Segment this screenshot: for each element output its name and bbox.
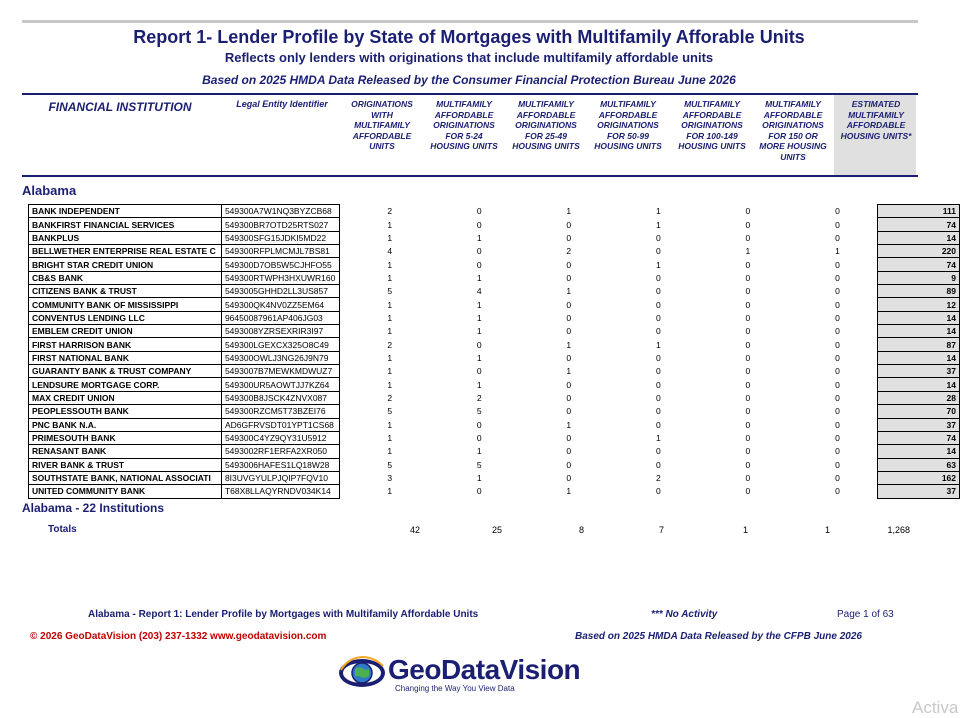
origination-count: 0 — [745, 379, 751, 390]
origination-count: 4 — [387, 246, 393, 257]
origination-count: 0 — [835, 366, 840, 377]
origination-count: 1 — [387, 379, 393, 390]
col-header-line: FOR 50-99 — [606, 130, 650, 141]
origination-count: 0 — [835, 272, 840, 283]
origination-count: 0 — [655, 406, 661, 417]
table-row — [29, 311, 960, 324]
institution-name: BANKPLUS — [29, 231, 222, 244]
estimated-units: 37 — [878, 485, 960, 498]
eye-globe-icon — [338, 652, 386, 694]
origination-count: 0 — [835, 219, 840, 230]
col-header-line: ORIGINATIONS — [351, 99, 413, 109]
total-value: 42 — [409, 525, 420, 535]
origination-count: 1 — [476, 326, 482, 337]
institution-name: MAX CREDIT UNION — [29, 391, 222, 404]
institution-name: CITIZENS BANK & TRUST — [29, 285, 222, 298]
col-header-150-plus — [754, 99, 832, 162]
estimated-units: 87 — [878, 338, 960, 351]
col-header-line: AFFORDABLE — [434, 109, 494, 120]
origination-count: 0 — [745, 446, 751, 457]
col-header-line: AFFORDABLE — [516, 109, 576, 120]
origination-count: 0 — [476, 486, 482, 497]
col-header-line: ORIGINATIONS — [515, 120, 577, 130]
footer-copyright: © 2026 GeoDataVision (203) 237-1332 www.geodatavision.com — [30, 631, 327, 642]
table-row — [29, 391, 960, 404]
col-header-line: AFFORDABLE — [352, 130, 412, 141]
estimated-units: 28 — [878, 391, 960, 404]
origination-count: 0 — [476, 259, 482, 270]
origination-count: 1 — [387, 259, 393, 270]
estimated-units: 37 — [878, 418, 960, 431]
table-row — [29, 258, 960, 271]
table-row — [29, 205, 960, 218]
institution-name: EMBLEM CREDIT UNION — [29, 325, 222, 338]
origination-count: 0 — [835, 473, 840, 484]
origination-count: 0 — [566, 379, 572, 390]
col-header-line: FOR 5-24 — [445, 130, 483, 141]
origination-count: 0 — [566, 326, 572, 337]
origination-count: 1 — [387, 272, 393, 283]
table-row — [29, 365, 960, 378]
origination-count: 0 — [835, 433, 840, 444]
estimated-units: 14 — [878, 325, 960, 338]
origination-count: 0 — [566, 299, 572, 310]
origination-count: 0 — [476, 219, 482, 230]
origination-count: 0 — [745, 339, 751, 350]
institution-name: SOUTHSTATE BANK, NATIONAL ASSOCIATI — [29, 471, 222, 484]
origination-count: 1 — [387, 352, 393, 363]
estimated-units: 63 — [878, 458, 960, 471]
origination-count: 2 — [566, 246, 572, 257]
origination-count: 3 — [387, 473, 393, 484]
col-header-line: HOUSING UNITS — [594, 141, 662, 151]
table-row — [29, 231, 960, 244]
col-header-5-24 — [426, 99, 502, 152]
estimated-units: 37 — [878, 365, 960, 378]
lei-code: 5493005GHHD2LL3US857 — [221, 285, 339, 298]
origination-count: 0 — [745, 326, 751, 337]
origination-count: 1 — [387, 446, 393, 457]
col-header-line: HOUSING UNITS — [512, 141, 580, 151]
origination-count: 1 — [387, 232, 393, 243]
origination-count: 0 — [745, 232, 751, 243]
origination-count: 0 — [476, 433, 482, 444]
col-header-line: ORIGINATIONS — [597, 120, 659, 130]
origination-count: 0 — [655, 366, 661, 377]
institution-name: COMMUNITY BANK OF MISSISSIPPI — [29, 298, 222, 311]
state-heading: Alabama — [22, 183, 77, 198]
logo-tagline: Changing the Way You View Data — [395, 684, 515, 693]
institution-name: GUARANTY BANK & TRUST COMPANY — [29, 365, 222, 378]
col-header-estimated — [836, 99, 916, 141]
origination-count: 0 — [655, 326, 661, 337]
institution-name: BRIGHT STAR CREDIT UNION — [29, 258, 222, 271]
origination-count: 1 — [476, 299, 482, 310]
estimated-units: 14 — [878, 311, 960, 324]
origination-count: 0 — [566, 219, 572, 230]
origination-count: 0 — [745, 219, 751, 230]
lei-code: 549300RZCM5T73BZEI76 — [221, 405, 339, 418]
institution-name: BELLWETHER ENTERPRISE REAL ESTATE C — [29, 245, 222, 258]
origination-count: 2 — [655, 473, 661, 484]
origination-count: 0 — [835, 392, 840, 403]
col-header-line: MULTIFAMILY — [684, 99, 740, 109]
origination-count: 5 — [387, 406, 393, 417]
origination-count: 0 — [745, 299, 751, 310]
col-header-line: ORIGINATIONS — [433, 120, 495, 130]
lender-table — [28, 204, 960, 499]
origination-count: 0 — [566, 232, 572, 243]
col-header-line: MULTIFAMILY — [436, 99, 492, 109]
col-header-line: AFFORDABLE — [598, 109, 658, 120]
total-value: 8 — [578, 525, 584, 535]
origination-count: 1 — [476, 272, 482, 283]
origination-count: 0 — [566, 312, 572, 323]
institution-name: BANKFIRST FINANCIAL SERVICES — [29, 218, 222, 231]
table-row — [29, 405, 960, 418]
origination-count: 1 — [566, 206, 572, 217]
origination-count: 1 — [476, 446, 482, 457]
total-value: 1 — [742, 525, 748, 535]
origination-count: 0 — [745, 259, 751, 270]
origination-count: 2 — [387, 392, 393, 403]
origination-count: 1 — [566, 366, 572, 377]
col-header-lei: Legal Entity Identifier — [236, 99, 328, 109]
lei-code: 549300B8JSCK4ZNVX087 — [221, 391, 339, 404]
origination-count: 2 — [387, 206, 393, 217]
origination-count: 1 — [566, 486, 572, 497]
lei-code: 549300SFG15JDKI5MD22 — [221, 231, 339, 244]
table-row — [29, 445, 960, 458]
col-header-line: MULTIFAMILY — [848, 109, 904, 120]
origination-count: 0 — [745, 312, 751, 323]
estimated-units: 74 — [878, 258, 960, 271]
col-header-institution: FINANCIAL INSTITUTION — [48, 100, 192, 114]
origination-count: 2 — [387, 339, 393, 350]
origination-count: 0 — [655, 299, 661, 310]
origination-count: 5 — [387, 286, 393, 297]
estimated-units: 74 — [878, 431, 960, 444]
origination-count: 0 — [655, 379, 661, 390]
col-header-100-149 — [672, 99, 752, 152]
origination-count: 1 — [566, 339, 572, 350]
estimated-units: 14 — [878, 378, 960, 391]
footer-report-line: Alabama - Report 1: Lender Profile by Mortgages with Multifamily Affordable Units — [88, 609, 479, 620]
origination-count: 0 — [835, 259, 840, 270]
footer-no-activity: *** No Activity — [651, 609, 718, 620]
activation-watermark: Activa — [912, 698, 959, 717]
origination-count: 0 — [745, 433, 751, 444]
lei-code: 549300D7OB5W5CJHFO55 — [221, 258, 339, 271]
table-row — [29, 338, 960, 351]
origination-count: 0 — [835, 206, 840, 217]
origination-count: 0 — [476, 339, 482, 350]
estimated-units: 14 — [878, 231, 960, 244]
institution-name: RIVER BANK & TRUST — [29, 458, 222, 471]
origination-count: 0 — [566, 459, 572, 470]
origination-count: 0 — [835, 286, 840, 297]
origination-count: 0 — [566, 433, 572, 444]
estimated-units: 89 — [878, 285, 960, 298]
report-subtitle: Reflects only lenders with originations that include multifamily affordable units — [224, 50, 714, 65]
origination-count: 0 — [835, 406, 840, 417]
origination-count: 1 — [476, 379, 482, 390]
col-header-50-99 — [590, 99, 666, 152]
origination-count: 5 — [387, 459, 393, 470]
estimated-units: 74 — [878, 218, 960, 231]
origination-count: 0 — [655, 392, 661, 403]
origination-count: 0 — [745, 473, 751, 484]
origination-count: 0 — [566, 473, 572, 484]
table-row — [29, 218, 960, 231]
lei-code: 96450087961AP406JG03 — [221, 311, 339, 324]
col-header-line: AFFORDABLE — [763, 109, 823, 120]
origination-count: 0 — [566, 392, 572, 403]
origination-count: 0 — [566, 352, 572, 363]
lei-code: 8I3UVGYULPJQIP7FQV10 — [221, 471, 339, 484]
estimated-units: 162 — [878, 471, 960, 484]
origination-count: 0 — [745, 366, 751, 377]
institution-name: RENASANT BANK — [29, 445, 222, 458]
origination-count: 0 — [745, 352, 751, 363]
origination-count: 0 — [566, 272, 572, 283]
origination-count: 1 — [476, 473, 482, 484]
institution-name: BANK INDEPENDENT — [29, 205, 222, 218]
origination-count: 0 — [835, 379, 840, 390]
table-row — [29, 325, 960, 338]
origination-count: 0 — [835, 459, 840, 470]
col-header-line: MULTIFAMILY — [354, 120, 410, 130]
col-header-line: HOUSING UNITS — [678, 141, 746, 151]
origination-count: 0 — [566, 406, 572, 417]
lei-code: 549300UR5AOWTJJ7KZ64 — [221, 378, 339, 391]
origination-count: 0 — [835, 419, 840, 430]
origination-count: 0 — [835, 232, 840, 243]
origination-count: 1 — [745, 246, 751, 257]
origination-count: 5 — [476, 459, 482, 470]
origination-count: 0 — [655, 419, 661, 430]
origination-count: 1 — [566, 419, 572, 430]
origination-count: 5 — [476, 406, 482, 417]
origination-count: 0 — [655, 272, 661, 283]
lei-code: 549300LGEXCX325O8C49 — [221, 338, 339, 351]
origination-count: 0 — [835, 446, 840, 457]
col-header-line: HOUSING UNITS — [430, 141, 498, 151]
origination-count: 1 — [387, 486, 393, 497]
col-header-line: UNITS — [780, 151, 806, 162]
lei-code: 5493006HAFES1LQ18W28 — [221, 458, 339, 471]
table-row — [29, 271, 960, 284]
report-title: Report 1- Lender Profile by State of Mortgages with Multifamily Afforable Units — [133, 27, 805, 47]
total-value: 1 — [824, 525, 830, 535]
lei-code: 549300RFPLMCMJL7BS81 — [221, 245, 339, 258]
col-header-line: HOUSING UNITS* — [840, 130, 912, 141]
institution-name: FIRST HARRISON BANK — [29, 338, 222, 351]
origination-count: 0 — [835, 486, 840, 497]
lei-code: 549300OWLJ3NG26J9N79 — [221, 351, 339, 364]
estimated-units: 14 — [878, 445, 960, 458]
origination-count: 0 — [476, 366, 482, 377]
origination-count: 1 — [387, 219, 393, 230]
estimated-units: 9 — [878, 271, 960, 284]
institution-name: UNITED COMMUNITY BANK — [29, 485, 222, 498]
estimated-units: 220 — [878, 245, 960, 258]
lei-code: 549300BR7OTD25RTS027 — [221, 218, 339, 231]
origination-count: 0 — [835, 326, 840, 337]
col-header-line: UNITS — [369, 141, 395, 151]
totals-label: Totals — [48, 524, 77, 535]
origination-count: 1 — [655, 433, 661, 444]
origination-count: 0 — [745, 286, 751, 297]
footer-page-number: Page 1 of 63 — [837, 609, 894, 620]
total-value: 7 — [658, 525, 664, 535]
lei-code: 549300QK4NV0ZZ5EM64 — [221, 298, 339, 311]
origination-count: 1 — [655, 339, 661, 350]
total-value: 1,268 — [887, 525, 910, 535]
origination-count: 0 — [655, 459, 661, 470]
origination-count: 0 — [476, 246, 482, 257]
col-header-line: ESTIMATED — [851, 99, 901, 109]
origination-count: 0 — [835, 299, 840, 310]
institution-name: CB&S BANK — [29, 271, 222, 284]
col-header-originations — [344, 99, 420, 152]
col-header-line: MORE HOUSING — [759, 141, 827, 151]
col-header-line: ORIGINATIONS — [762, 120, 824, 130]
table-row — [29, 285, 960, 298]
origination-count: 0 — [745, 206, 751, 217]
table-row — [29, 245, 960, 258]
origination-count: 1 — [387, 312, 393, 323]
total-value: 25 — [491, 525, 502, 535]
origination-count: 0 — [655, 286, 661, 297]
institution-name: PEOPLESSOUTH BANK — [29, 405, 222, 418]
lei-code: 5493008YZRSEXRIR3I97 — [221, 325, 339, 338]
origination-count: 0 — [835, 339, 840, 350]
origination-count: 0 — [655, 232, 661, 243]
origination-count: 1 — [476, 312, 482, 323]
origination-count: 1 — [387, 366, 393, 377]
origination-count: 0 — [476, 419, 482, 430]
origination-count: 0 — [835, 352, 840, 363]
institution-name: PRIMESOUTH BANK — [29, 431, 222, 444]
origination-count: 1 — [387, 299, 393, 310]
origination-count: 1 — [387, 419, 393, 430]
col-header-25-49 — [508, 99, 584, 152]
table-row — [29, 418, 960, 431]
geodatavision-logo — [338, 652, 590, 696]
col-header-line: ORIGINATIONS — [681, 120, 743, 130]
table-row — [29, 485, 960, 498]
estimated-units: 70 — [878, 405, 960, 418]
lei-code: 549300C4YZ9QY31U5912 — [221, 431, 339, 444]
col-header-line: AFFORDABLE — [682, 109, 742, 120]
origination-count: 1 — [655, 206, 661, 217]
estimated-units: 111 — [878, 205, 960, 218]
origination-count: 1 — [566, 286, 572, 297]
top-rule — [22, 20, 918, 23]
col-header-line: AFFORDABLE — [846, 120, 906, 130]
origination-count: 0 — [835, 312, 840, 323]
origination-count: 1 — [476, 232, 482, 243]
origination-count: 0 — [566, 259, 572, 270]
lei-code: 5493002RF1ERFA2XR050 — [221, 445, 339, 458]
header-top-rule — [22, 93, 918, 95]
origination-count: 0 — [655, 312, 661, 323]
col-header-line: MULTIFAMILY — [600, 99, 656, 109]
origination-count: 0 — [745, 459, 751, 470]
origination-count: 0 — [566, 446, 572, 457]
lei-code: AD6GFRVSDT01YPT1CS68 — [221, 418, 339, 431]
origination-count: 0 — [655, 352, 661, 363]
lei-code: 5493007B7MEWKMDWUZ7 — [221, 365, 339, 378]
origination-count: 0 — [745, 406, 751, 417]
col-header-line: FOR 25-49 — [524, 130, 568, 141]
table-row — [29, 298, 960, 311]
logo-wordmark: GeoDataVision — [388, 654, 581, 685]
origination-count: 1 — [835, 246, 840, 257]
institution-name: CONVENTUS LENDING LLC — [29, 311, 222, 324]
institution-name: FIRST NATIONAL BANK — [29, 351, 222, 364]
col-header-line: MULTIFAMILY — [765, 99, 821, 109]
col-header-line: FOR 150 OR — [768, 130, 818, 141]
col-header-line: MULTIFAMILY — [518, 99, 574, 109]
institution-name: LENDSURE MORTGAGE CORP. — [29, 378, 222, 391]
lei-code: T68X8LLAQYRNDV034K14 — [221, 485, 339, 498]
footer-basis: Based on 2025 HMDA Data Released by the CFPB June 2026 — [575, 631, 862, 642]
origination-count: 0 — [745, 392, 751, 403]
origination-count: 0 — [655, 486, 661, 497]
table-row — [29, 458, 960, 471]
origination-count: 1 — [655, 259, 661, 270]
lei-code: 549300A7W1NQ3BYZCB68 — [221, 205, 339, 218]
col-header-line: FOR 100-149 — [686, 130, 738, 141]
report-basis: Based on 2025 HMDA Data Released by the Consumer Financial Protection Bureau June 2026 — [202, 73, 736, 87]
origination-count: 0 — [476, 206, 482, 217]
origination-count: 0 — [745, 419, 751, 430]
origination-count: 1 — [655, 219, 661, 230]
origination-count: 1 — [476, 352, 482, 363]
col-header-line: WITH — [371, 109, 393, 120]
estimated-units: 14 — [878, 351, 960, 364]
origination-count: 0 — [655, 446, 661, 457]
origination-count: 2 — [476, 392, 482, 403]
estimated-units: 12 — [878, 298, 960, 311]
table-row — [29, 471, 960, 484]
origination-count: 4 — [476, 286, 482, 297]
header-bottom-rule — [22, 175, 918, 177]
table-row — [29, 431, 960, 444]
origination-count: 0 — [745, 272, 751, 283]
institution-name: PNC BANK N.A. — [29, 418, 222, 431]
origination-count: 1 — [387, 326, 393, 337]
origination-count: 1 — [387, 433, 393, 444]
state-summary: Alabama - 22 Institutions — [22, 501, 165, 515]
table-row — [29, 351, 960, 364]
lei-code: 549300RTWPH3HXUWR160 — [221, 271, 339, 284]
origination-count: 0 — [745, 486, 751, 497]
origination-count: 0 — [655, 246, 661, 257]
table-row — [29, 378, 960, 391]
